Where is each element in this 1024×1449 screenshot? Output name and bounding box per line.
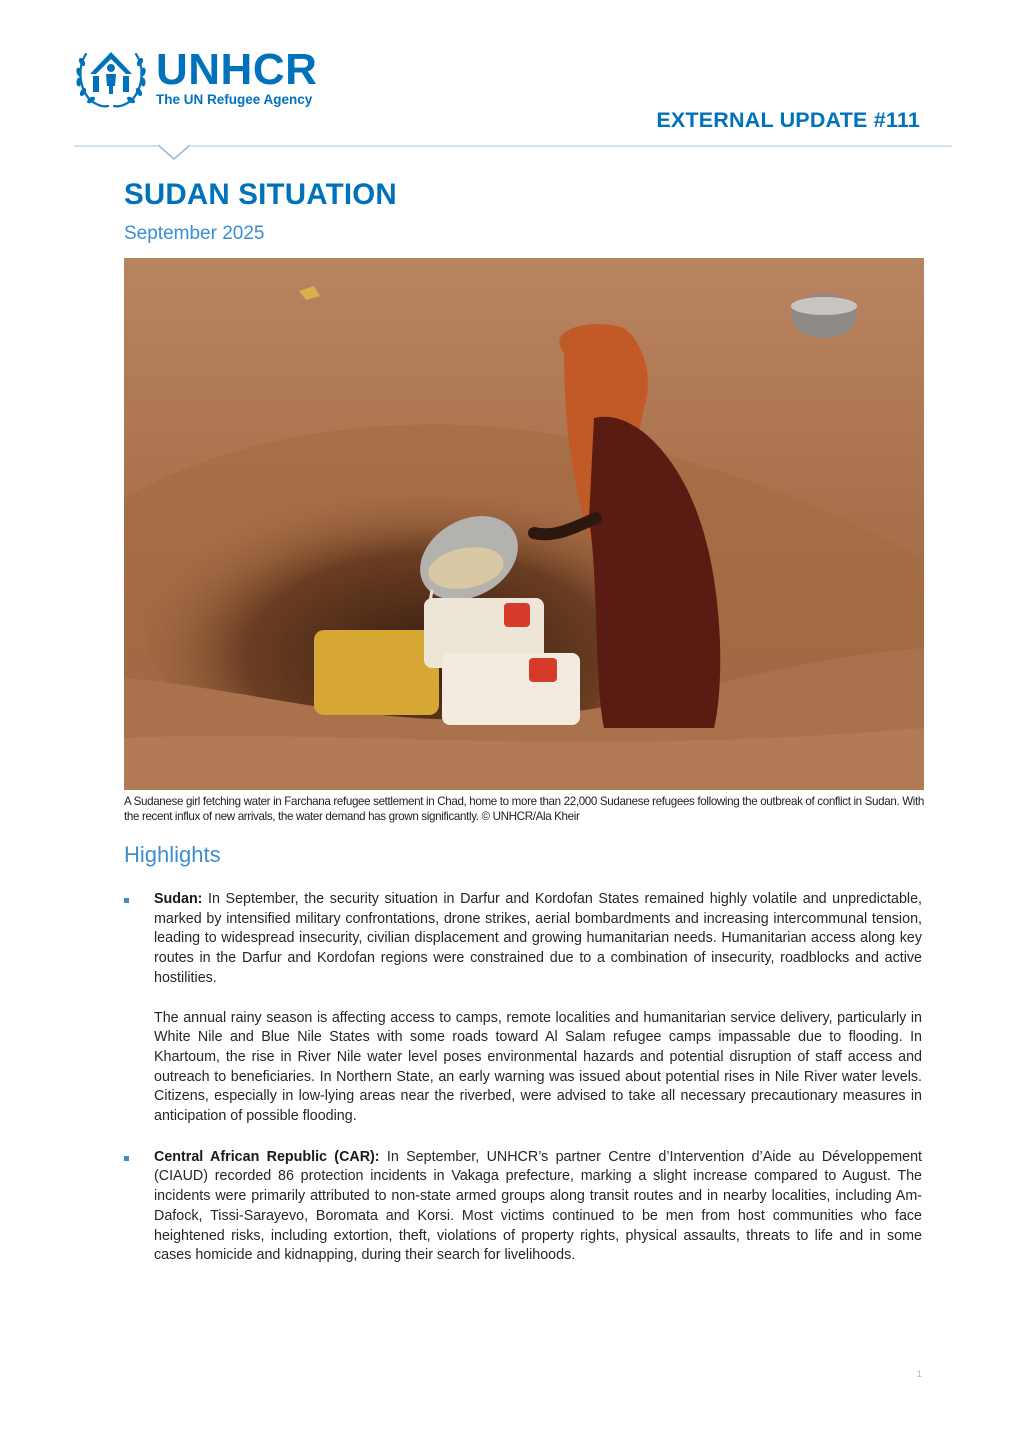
unhcr-emblem-icon	[74, 46, 148, 110]
header-divider	[74, 145, 952, 147]
highlights-list	[124, 890, 922, 1266]
external-update-label: EXTERNAL UPDATE #111	[656, 108, 920, 132]
highlights-heading: Highlights	[124, 842, 221, 867]
page-title: SUDAN SITUATION	[124, 178, 397, 211]
highlight-label: Central African Republic (CAR):	[154, 1148, 380, 1165]
highlight-item-car	[124, 1148, 922, 1266]
unhcr-logo	[74, 46, 317, 110]
highlight-text: In September, UNHCR’s partner Centre d’Intervention d’Aide au Développement (CIAUD) recorded 86 protection incidents in Vakaga prefecture, marking a slight increase compared to August. The incidents were primarily attributed to non-state armed groups along transit routes and in nearby localities, including Am-Dafock, Tissi-Sarayevo, Boromata and Korsi. Most victims continued to be men from host communities who face heightened risks, including extortion, theft, violations of property rights, physical assaults, threats to life and in some cases homicide and kidnapping, during their search for livelihoods.	[154, 1148, 922, 1264]
divider-notch-icon	[157, 144, 191, 162]
highlight-text: In September, the security situation in Darfur and Kordofan States remained highly volatile and unpredictable, marked by intensified military confrontations, drone strikes, aerial bombardments and increasing intercommunal tension, leading to widespread insecurity, civilian displacement and growing humanitarian needs. Humanitarian access along key routes in the Darfur and Kordofan regions were constrained due to a combination of insecurity, roadblocks and active hostilities.	[154, 891, 922, 986]
highlight-label: Sudan:	[154, 891, 203, 907]
photo-caption: A Sudanese girl fetching water in Farchana refugee settlement in Chad, home to more than 22,000 Sudanese refugees following the outbreak of conflict in Sudan. With the recent influx of new arrivals, the water demand has grown significantly. © UNHCR/Ala Kheir	[124, 795, 924, 823]
logo-tagline: The UN Refugee Agency	[156, 91, 313, 107]
bullet-icon	[124, 1156, 129, 1161]
cover-photo	[124, 258, 924, 790]
photo-girl-fetching-water	[124, 258, 924, 790]
report-date: September 2025	[124, 223, 265, 244]
bullet-icon	[124, 898, 129, 903]
highlight-item-sudan	[124, 890, 922, 1127]
logo-wordmark: UNHCR	[156, 44, 318, 94]
highlight-text: The annual rainy season is affecting access to camps, remote localities and humanitarian service delivery, particularly in White Nile and Blue Nile States with some roads toward Al Salam refugee camps impassable due to flooding. In Khartoum, the rise in River Nile water level poses environmental hazards and potential disruption of staff access and outreach to beneficiaries. In Northern State, an early warning was issued about potential rises in Nile River water levels. Citizens, especially in low-lying areas near the riverbed, were advised to take all necessary precautionary measures in anticipation of possible flooding.	[154, 1009, 922, 1125]
page-number: 1	[917, 1369, 923, 1379]
